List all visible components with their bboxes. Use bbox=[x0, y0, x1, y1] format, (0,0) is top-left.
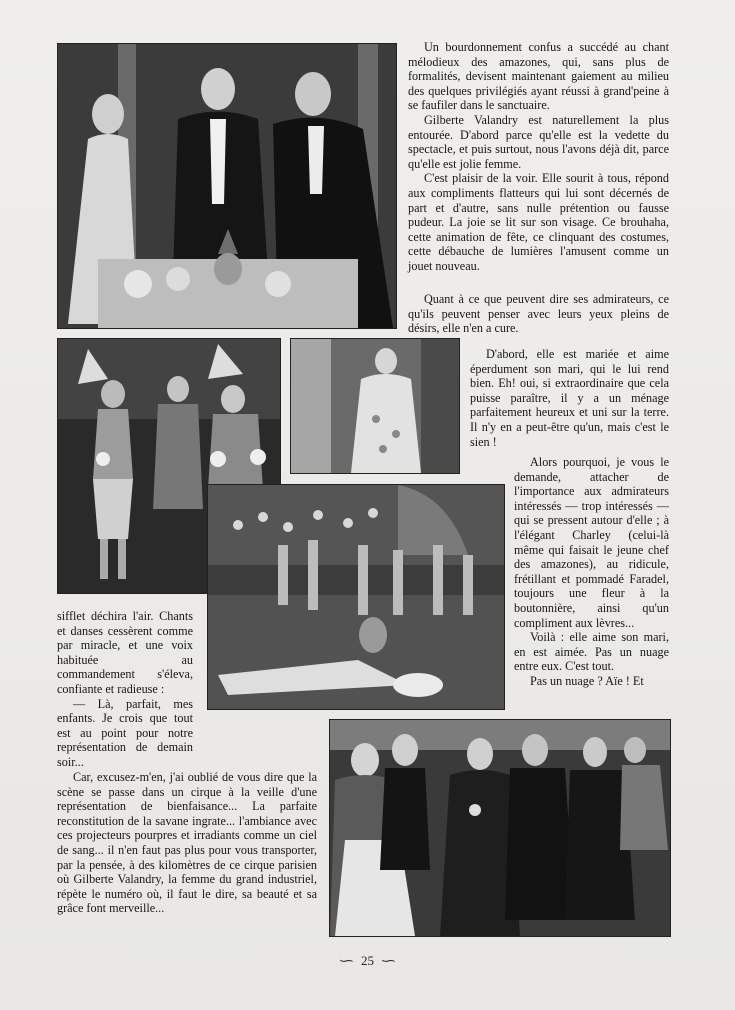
paragraph: Pas un nuage ? Aïe ! Et bbox=[530, 673, 644, 688]
paragraph: D'abord, elle est mariée et aime éperdument son mari, qui le lui rend bien. Eh! oui, si extraordinaire que cela puisse paraître, il y a un ménage parfaitement heureux et uni sur la terre. Il n'y en a peut-être qu'un, mais c'est le sien ! bbox=[470, 347, 669, 449]
photo-audience-seated bbox=[329, 719, 671, 937]
paragraph: Alors pourquoi, je vous le demande, attacher de l'importance aux admirateurs intéressés — trop intéressés — qui se pressent autour d'elle ; à l'élégant Charley (celui-là même qui faisait le jeune chef des amazones), au ridicule, frétillant et pommadé Faradel, toujours une fleur à la boutonnière, ainsi qu'un compliment aux lèvres... bbox=[514, 455, 669, 630]
article-text-left-bottom-wide bbox=[57, 770, 317, 916]
photo-woman-in-dress bbox=[290, 338, 460, 474]
page-footer bbox=[0, 953, 735, 969]
article-text-right-mid-3 bbox=[514, 455, 669, 689]
photo-stage-performance bbox=[207, 484, 505, 710]
article-text-right-top bbox=[408, 40, 669, 274]
photo-toast-scene bbox=[57, 43, 397, 329]
paragraph: Gilberte Valandry est naturellement la plus entourée. D'abord parce qu'elle est la vedette du spectacle, et puis surtout, nous l'avons déjà dit, parce qu'elle est jolie femme. bbox=[408, 112, 669, 171]
paragraph: Car, excusez-m'en, j'ai oublié de vous dire que la scène se passe dans un cirque à la veille d'une représentation de bienfaisance... La parfaite reconstitution de la savane ingrate... l'ambiance avec ces projecteurs pourpres et irradiants comme un ciel de sang... il n'en faut pas plus pour vous transporter, par la pensée, à des kilomètres de ce cirque parisien où Gilberte Valandry, la femme du grand industriel, répète le numéro où, il faut le dire, sa beauté et sa grâce font merveille... bbox=[57, 770, 317, 916]
article-text-right-mid-1 bbox=[408, 292, 669, 336]
page-number: 25 bbox=[361, 953, 374, 968]
paragraph: Un bourdonnement confus a succédé au chant mélodieux des amazones, qui, sans plus de formalités, devisent maintenant gaiement au milieu des quelques privilégiés ayant réussi à grand'peine à se faufiler dans le sanctuaire. bbox=[408, 40, 669, 113]
paragraph: — Là, parfait, mes enfants. Je crois que tout est au point pour notre représentation de demain soir... bbox=[57, 696, 193, 769]
paragraph: Voilà : elle aime son mari, en est aimée. Pas un nuage entre eux. C'est tout. bbox=[514, 630, 669, 674]
article-text-right-mid-2 bbox=[470, 347, 669, 449]
paragraph: sifflet déchira l'air. Chants et danses cessèrent comme par miracle, et une voix habituée au commandement s'éleva, confiante et radieuse : bbox=[57, 609, 193, 696]
ornament-left-icon: ∽ bbox=[338, 953, 355, 968]
article-text-left-bottom bbox=[57, 609, 193, 770]
ornament-right-icon: ∽ bbox=[380, 953, 397, 968]
paragraph: C'est plaisir de la voir. Elle sourit à tous, répond aux compliments flatteurs qui lui sont décernés de part et d'autre, sans nulle prétention ou fausse pudeur. La joie se lit sur son visage. Ce brouhaha, cette animation de fête, ce clinquant des costumes, cette débauche de lumières l'amusent comme un jouet nouveau. bbox=[408, 171, 669, 273]
paragraph: Quant à ce que peuvent dire ses admirateurs, ce qu'ils peuvent penser avec leurs yeux pleins de désirs, elle n'en a cure. bbox=[408, 292, 669, 336]
